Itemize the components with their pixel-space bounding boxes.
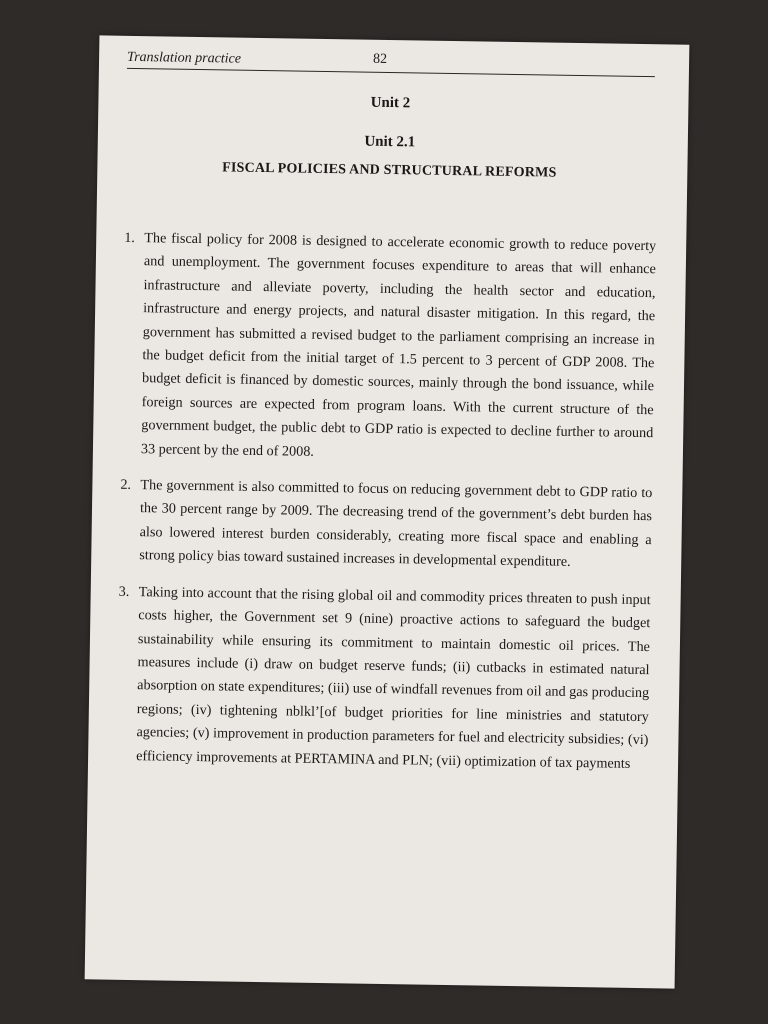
- page-header: [127, 48, 655, 76]
- paragraph-text: Taking into account that the rising global oil and commodity prices threaten to push input costs higher, the Government set 9 (nine) proactive actions to safeguard the budget sustainability while ensuring its commitment to maintain domestic oil prices. The measures include (i) draw on budget reserve funds; (ii) cutbacks in estimated natural absorption on state expenditures; (iii) use of windfall revenues from oil and gas producing regions; (iv) tightening nblkl’[of budget priorities for line ministries and statutory agencies; (v) improvement in production parameters for fuel and electricity subsidies; (vi) efficiency improvements at PERTAMINA and PLN; (vii) optimization of tax payments: [136, 583, 651, 772]
- document-page: [85, 35, 690, 988]
- paragraph-number: 1.: [124, 229, 136, 247]
- paragraph-text: The government is also committed to focus on reducing government debt to GDP ratio to the 30 percent range by 2009. The decreasing trend of the government’s debt burden has also lowered interest burden considerably, creating more fiscal space and enabling a strong policy bias toward sustained increases in developmental expenditure.: [139, 477, 653, 571]
- subunit-title: Unit 2.1: [364, 133, 416, 151]
- unit-title: Unit 2: [370, 94, 411, 112]
- numbered-paragraphs: [116, 227, 657, 789]
- running-title: Translation practice: [126, 49, 242, 67]
- section-heading: FISCAL POLICIES AND STRUCTURAL REFORMS: [222, 160, 557, 181]
- paragraph-item: [119, 474, 652, 576]
- paragraph-item: [116, 580, 651, 776]
- paragraph-text: The fiscal policy for 2008 is designed to accelerate economic growth to reduce poverty and unemployment. The government focuses expenditure to areas that will enhance infrastructure and alleviate poverty, including the health sector and education, infrastructure and energy projects, and natural disaster mitigation. In this regard, the government has submitted a revised budget to the parliament comprising an increase in the budget deficit from the initial target of 1.5 percent to 3 percent of GDP 2008. The budget deficit is financed by domestic sources, mainly through the bond issuance, while foreign sources are expected from program loans. With the current structure of the government budget, the public debt to GDP ratio is expected to decline further to around 33 percent by the end of 2008.: [140, 230, 657, 460]
- header-rule: [127, 68, 655, 77]
- paragraph-number: 2.: [120, 476, 132, 494]
- page-number: 82: [372, 51, 388, 67]
- paragraph-number: 3.: [118, 583, 130, 600]
- paragraph-item: [121, 227, 657, 469]
